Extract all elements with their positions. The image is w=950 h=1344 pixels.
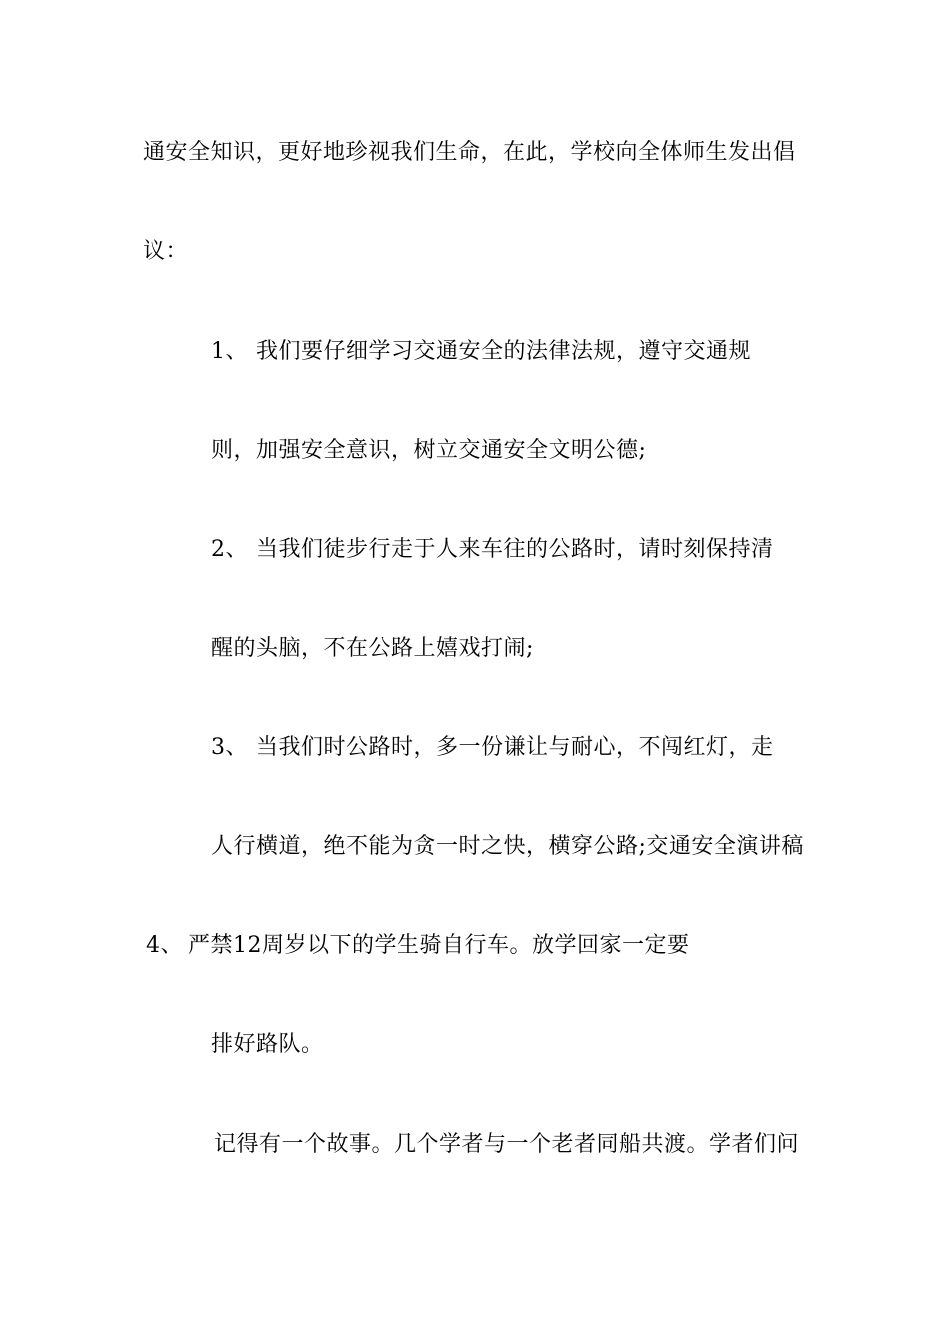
- item-4-line-2: 排好路队。: [211, 1032, 324, 1057]
- item-2-line-1: [211, 535, 774, 565]
- item-4-number: 4、: [146, 933, 183, 958]
- intro-line-1: 通安全知识，更好地珍视我们生命，在此，学校向全体师生发出倡: [143, 140, 796, 165]
- item-1-line-1: [211, 337, 751, 367]
- item-2-line-2: 醒的头脑，不在公路上嬉戏打闹;: [211, 636, 534, 661]
- item-3-line-2: 人行横道，绝不能为贪一时之快，横穿公路;交通安全演讲稿: [211, 834, 804, 859]
- item-2-number: 2、: [211, 537, 248, 562]
- item-3-line-1: [211, 733, 774, 763]
- item-4-line-1: [146, 931, 690, 961]
- item-2-text: 当我们徒步行走于人来车往的公路时，请时刻保持清: [256, 537, 774, 562]
- item-1-number: 1、: [211, 339, 248, 364]
- item-3-number: 3、: [211, 735, 248, 760]
- item-1-text: 我们要仔细学习交通安全的法律法规，遵守交通规: [256, 339, 752, 364]
- item-1-line-2: 则，加强安全意识，树立交通安全文明公德;: [211, 438, 647, 463]
- item-3-text: 当我们时公路时，多一份谦让与耐心，不闯红灯，走: [256, 735, 774, 760]
- story-line-1: 记得有一个故事。几个学者与一个老者同船共渡。学者们问: [214, 1132, 800, 1157]
- item-4-text: 严禁12周岁以下的学生骑自行车。放学回家一定要: [188, 933, 690, 958]
- intro-line-2: 议：: [143, 239, 189, 264]
